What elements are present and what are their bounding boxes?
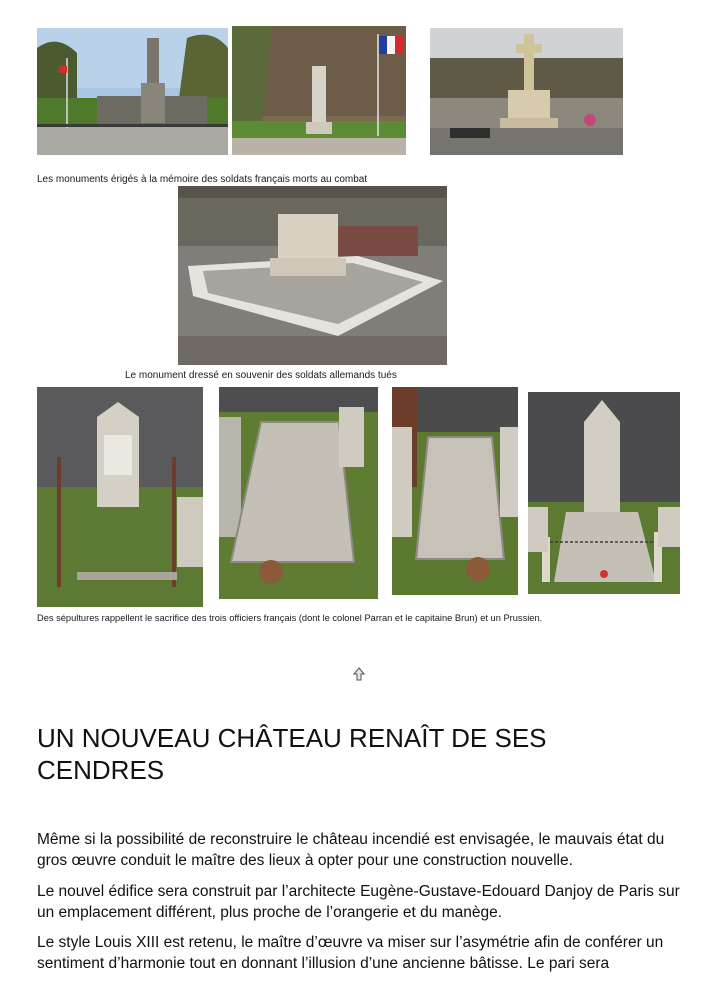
photo-flat-tombstone-1 [219,387,378,599]
photo-obelisk-memorial [232,26,406,155]
photo-flat-tombstone-2 [392,387,518,595]
photo-stone-cross-memorial [430,28,623,155]
section-title: UN NOUVEAU CHÂTEAU RENAÎT DE SES CENDRES [37,723,547,785]
paragraph: Le style Louis XIII est retenu, le maître d’œuvre va miser sur l’asymétrie afin de conférer un sentiment d’harmonie tout en donnant l’illusion d’une ancienne bâtisse. Le pari sera [37,934,664,972]
photo-war-memorial-square [37,28,228,155]
up-arrow-icon[interactable] [353,667,365,681]
caption-german-monument: Le monument dressé en souvenir des soldats allemands tués [125,370,397,381]
photo-grave-with-railing [37,387,203,607]
caption-french-monuments: Les monuments érigés à la mémoire des soldats français morts au combat [37,174,368,185]
paragraph: Même si la possibilité de reconstruire le château incendié est envisagée, le mauvais état du gros œuvre conduit le maître des lieux à opter pour une construction nouvelle. [37,831,665,869]
photo-german-soldiers-monument [178,186,447,365]
paragraph: Le nouvel édifice sera construit par l’architecte Eugène-Gustave-Edouard Danjoy de Paris sur un emplacement différent, plus proche de l’orangerie et du manège. [37,883,680,921]
caption-graves: Des sépultures rappellent le sacrifice des trois officiers français (dont le colonel Parran et le capitaine Brun) et un Prussien. [37,613,543,623]
photo-grave-with-chains [528,392,680,594]
